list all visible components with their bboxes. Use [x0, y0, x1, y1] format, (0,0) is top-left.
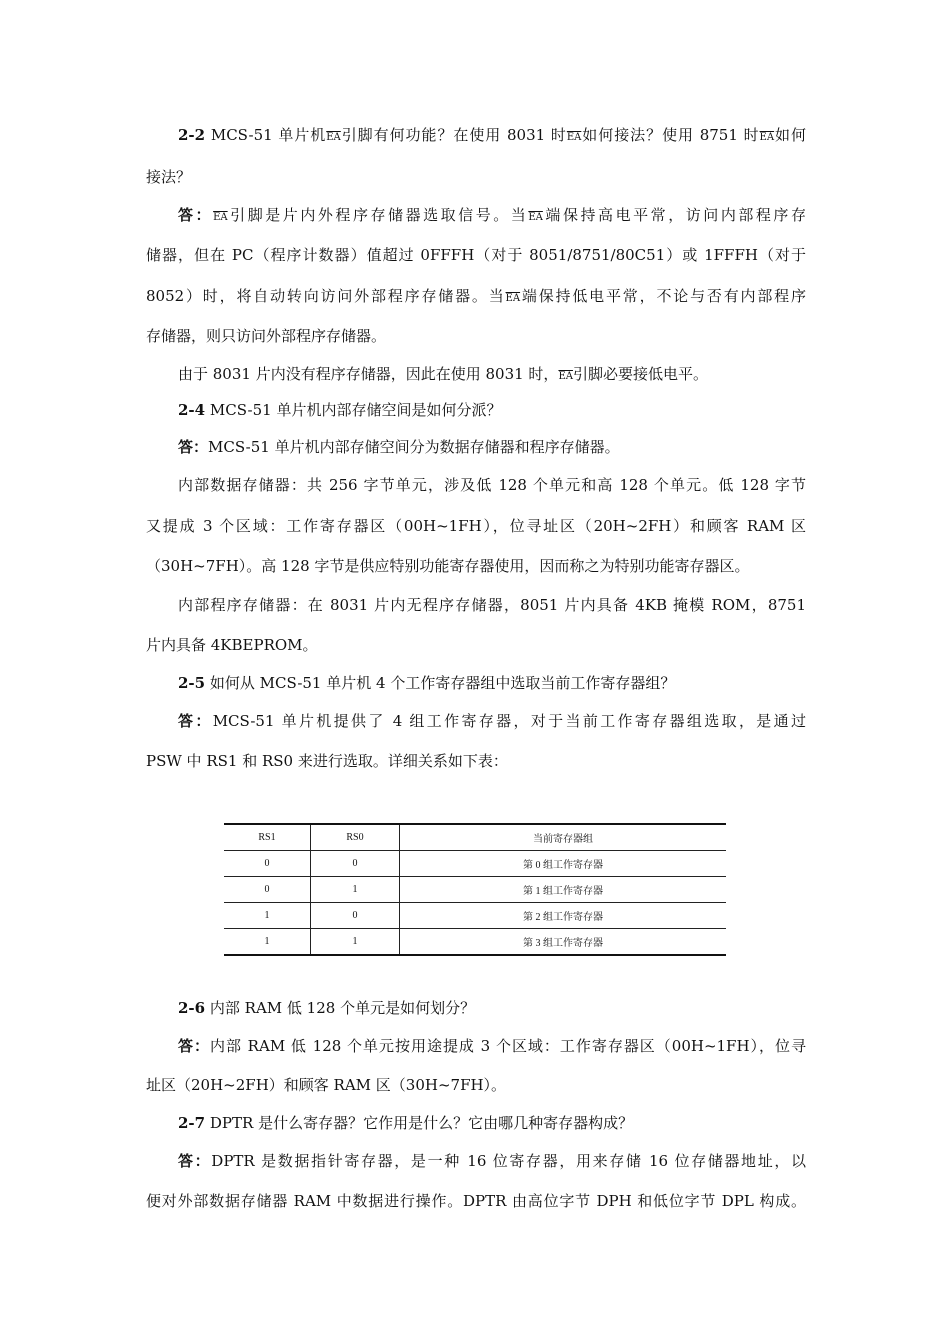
- answer-text: 8052）时，将自动转向访问外部程序存储器。当: [146, 287, 506, 305]
- answer-2-2-line1: [178, 205, 806, 225]
- register-bank-table: [224, 823, 726, 956]
- answer-2-5-line1: [178, 711, 806, 731]
- question-text: MCS-51 单片机内部存储空间是如何分派？: [209, 401, 502, 419]
- table-cell: 0: [311, 851, 400, 877]
- table-cell: 第 1 组工作寄存器: [400, 877, 727, 903]
- table-cell: 1: [224, 929, 311, 956]
- question-text: 如何: [774, 126, 806, 144]
- answer-text: 端保持高电平常，访问内部程序存: [542, 206, 806, 224]
- table-cell: 第 2 组工作寄存器: [400, 903, 727, 929]
- table-header-cell: 当前寄存器组: [400, 824, 727, 851]
- answer-2-2-line2: 储器，但在 PC（程序计数器）值超过 0FFFH（对于 8051/8751/80C51）或 1FFFH（对于: [146, 246, 806, 264]
- table-header-cell: RS0: [311, 824, 400, 851]
- question-text: 内部 RAM 低 128 个单元是如何划分？: [209, 999, 476, 1017]
- question-number: 2-5: [178, 674, 206, 692]
- question-text: 如何接法？使用 8751 时: [581, 126, 760, 144]
- answer-label: 答：: [178, 438, 209, 456]
- answer-text: 引脚是片内外程序存储器选取信号。当: [227, 206, 529, 224]
- question-2-2-cont: 接法？: [146, 168, 192, 186]
- table-header-cell: RS1: [224, 824, 311, 851]
- question-2-7: [178, 1113, 806, 1133]
- ea-signal: $\overline{EA}$: [326, 132, 341, 143]
- answer-2-4-line3: 又提成 3 个区域：工作寄存器区（00H~1FH），位寻址区（20H~2FH）和顾客 RAM 区: [146, 517, 806, 535]
- answer-2-2-line3: [146, 286, 806, 306]
- table-cell: 第 0 组工作寄存器: [400, 851, 727, 877]
- answer-2-4-line4: （30H~7FH）。高 128 字节是供应特别功能寄存器使用，因而称之为特别功能寄存器区。: [146, 557, 750, 575]
- answer-label: 答：: [178, 1152, 212, 1170]
- answer-2-6-line2: 址区（20H~2FH）和顾客 RAM 区（30H~7FH）。: [146, 1076, 507, 1094]
- question-text: DPTR 是什么寄存器？它作用是什么？它由哪几种寄存器构成？: [209, 1114, 634, 1132]
- question-2-6: [178, 998, 806, 1018]
- ea-signal: $\overline{EA}$: [558, 371, 573, 382]
- question-number: 2-6: [178, 999, 206, 1017]
- ea-signal: $\overline{EA}$: [213, 212, 228, 223]
- answer-2-4-line5: 内部程序存储器：在 8031 片内无程序存储器，8051 片内具备 4KB 掩模 ROM，8751: [178, 596, 806, 614]
- answer-2-5-line2: PSW 中 RS1 和 RS0 来进行选取。详细关系如下表：: [146, 752, 508, 770]
- answer-text: 引脚必要接低电平。: [572, 365, 708, 383]
- table-cell: 1: [224, 903, 311, 929]
- question-2-5: [178, 673, 806, 693]
- ea-signal: $\overline{EA}$: [759, 132, 775, 143]
- question-2-2: [178, 125, 806, 145]
- question-number: 2-4: [178, 401, 206, 419]
- answer-2-2-line5: [178, 364, 806, 384]
- answer-2-7-line2: 便对外部数据存储器 RAM 中数据进行操作。DPTR 由高位字节 DPH 和低位字节 DPL 构成。: [146, 1192, 806, 1210]
- question-2-4: [178, 400, 806, 420]
- table-cell: 1: [311, 877, 400, 903]
- answer-label: 答：: [178, 1037, 210, 1055]
- table-header-row: [224, 824, 726, 851]
- question-number: 2-2: [178, 126, 206, 144]
- table-cell: 第 3 组工作寄存器: [400, 929, 727, 956]
- table-row: [224, 851, 726, 877]
- ea-signal: $\overline{EA}$: [566, 132, 582, 143]
- ea-signal: $\overline{EA}$: [528, 212, 543, 223]
- question-number: 2-7: [178, 1114, 206, 1132]
- answer-2-4-line2: 内部数据存储器：共 256 字节单元，涉及低 128 个单元和高 128 个单元。低 128 字节: [178, 476, 806, 494]
- table-row: [224, 877, 726, 903]
- table-row: [224, 903, 726, 929]
- answer-label: 答：: [178, 712, 213, 730]
- question-text: 引脚有何功能？在使用 8031 时: [340, 126, 567, 144]
- answer-2-7-line1: [178, 1151, 806, 1171]
- question-text: 如何从 MCS-51 单片机 4 个工作寄存器组中选取当前工作寄存器组？: [209, 674, 676, 692]
- answer-text: MCS-51 单片机内部存储空间分为数据存储器和程序存储器。: [208, 438, 620, 456]
- answer-2-4-line6: 片内具备 4KBEPROM。: [146, 636, 318, 654]
- table-row: [224, 929, 726, 956]
- question-text: MCS-51 单片机: [210, 126, 327, 144]
- answer-2-4-line1: [178, 437, 806, 457]
- table-cell: 1: [311, 929, 400, 956]
- ea-signal: $\overline{EA}$: [505, 293, 521, 304]
- answer-text: 由于 8031 片内没有程序存储器，因此在使用 8031 时，: [178, 365, 559, 383]
- table-cell: 0: [311, 903, 400, 929]
- table-cell: 0: [224, 851, 311, 877]
- answer-text: DPTR 是数据指针寄存器，是一种 16 位寄存器，用来存储 16 位存储器地址，以: [211, 1152, 806, 1170]
- table-cell: 0: [224, 877, 311, 903]
- answer-text: 内部 RAM 低 128 个单元按用途提成 3 个区域：工作寄存器区（00H~1FH），位寻: [209, 1037, 806, 1055]
- answer-text: 端保持低电平常，不论与否有内部程序: [520, 287, 806, 305]
- answer-2-2-line4: 存储器，则只访问外部程序存储器。: [146, 327, 387, 345]
- answer-text: MCS-51 单片机提供了 4 组工作寄存器，对于当前工作寄存器组选取，是通过: [212, 712, 806, 730]
- answer-label: 答：: [178, 206, 214, 224]
- answer-2-6-line1: [178, 1036, 806, 1056]
